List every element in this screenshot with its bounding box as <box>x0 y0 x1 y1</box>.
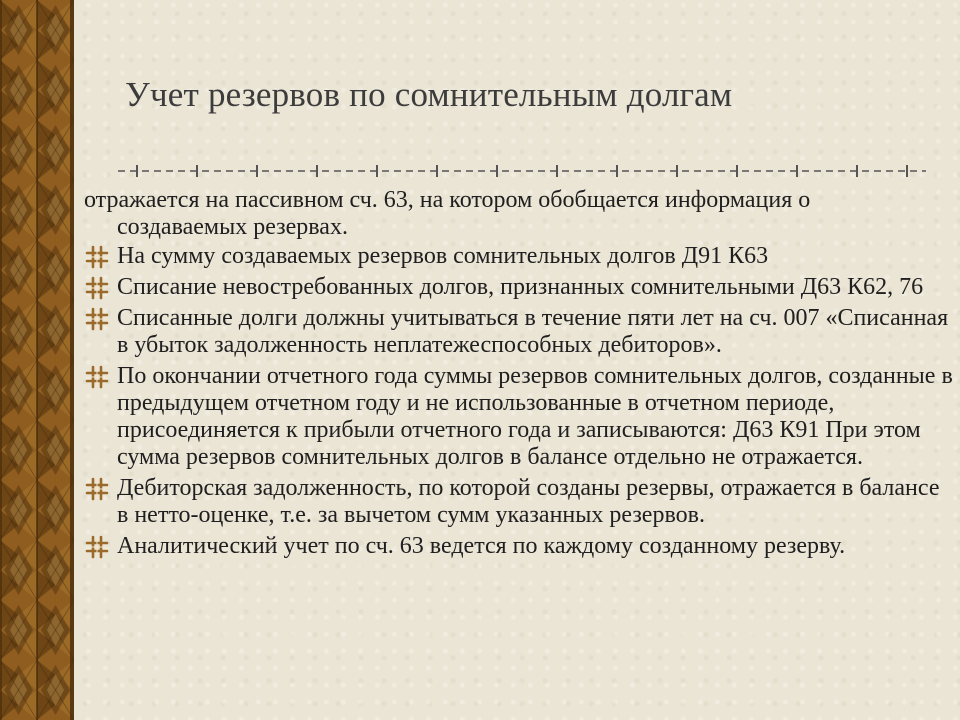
intro-line-1: отражается на пассивном сч. 63, на котором обобщается информация о <box>84 187 811 213</box>
bullet-text: По окончании отчетного года суммы резервов сомнительных долгов, созданные в предыдущем отчетном году и не использованные в отчетном периоде, присоединяется к прибыли отчетного года и записываются: Д63 К91 При этом сумма резервов сомнительных долгов в балансе отдельно не отражается. <box>117 363 953 470</box>
decorative-left-band <box>0 0 74 720</box>
slide-title: Учет резервов по сомнительным долгам <box>125 75 733 114</box>
hash-sparkle-icon <box>84 476 110 502</box>
bullet-text: На сумму создаваемых резервов сомнительных долгов Д91 К63 <box>117 243 769 269</box>
bullet-text: Дебиторская задолженность, по которой созданы резервы, отражается в балансе в нетто-оценке, т.е. за вычетом сумм указанных резервов. <box>117 475 940 528</box>
intro-line-2: создаваемых резервах. <box>117 214 348 240</box>
hash-sparkle-icon <box>84 275 110 301</box>
bullet-item <box>84 243 954 270</box>
hash-sparkle-icon <box>84 306 110 332</box>
bullet-item <box>84 533 954 560</box>
bullet-item <box>84 274 954 301</box>
bullet-item <box>84 363 954 471</box>
bullet-text: Списание невостребованных долгов, признанных сомнительными Д63 К62, 76 <box>117 274 924 300</box>
bullet-item <box>84 475 954 529</box>
bullet-text: Аналитический учет по сч. 63 ведется по каждому созданному резерву. <box>117 533 846 559</box>
bullet-item <box>84 305 954 359</box>
slide-body <box>84 187 954 564</box>
woven-pattern <box>0 0 74 720</box>
intro-paragraph <box>84 187 954 241</box>
dotted-divider <box>118 162 926 180</box>
hash-sparkle-icon <box>84 364 110 390</box>
hash-sparkle-icon <box>84 534 110 560</box>
bullet-text: Списанные долги должны учитываться в течение пяти лет на сч. 007 «Списанная в убыток задолженность неплатежеспособных дебиторов». <box>117 305 949 358</box>
hash-sparkle-icon <box>84 244 110 270</box>
